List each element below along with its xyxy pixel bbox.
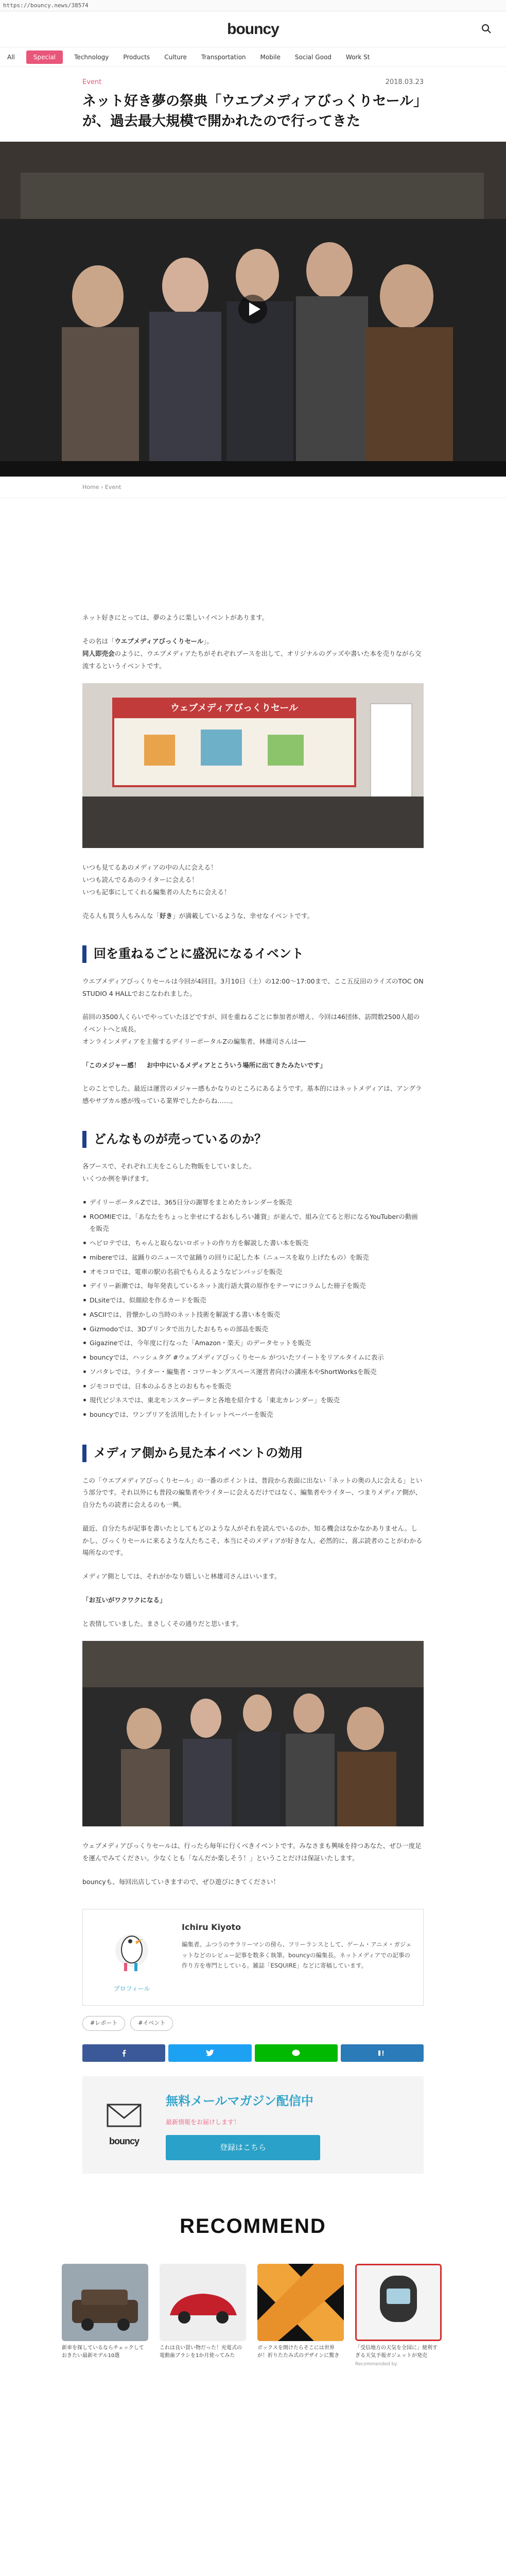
- list-item: デイリー新潮では、毎年発表しているネット流行語大賞の原作をテーマにコラムした冊子を販売: [82, 1280, 424, 1292]
- paragraph: bouncyも、毎回出店していきますので、ぜひ遊びにきてください！: [82, 1877, 280, 1886]
- recommend-text: 新車を探しているならチェックしておきたい最新モデル10選: [62, 2345, 144, 2359]
- list-item: Gigazineでは、今年度に行なった「Amazon・楽天」のデータセットを販売: [82, 1337, 424, 1349]
- recommend-thumbnail: [160, 2264, 246, 2341]
- paragraph: いつも見てるあのメディアの中の人に会える！ いつも読んでるあのライターに会える！ いつも記事にしてくれる編集者の人たちに会える！: [82, 863, 231, 896]
- recommend-thumbnail: [62, 2264, 148, 2341]
- list-item: Gizmodoでは、3Dプリンタで出力したおもちゃの部品を販売: [82, 1323, 424, 1335]
- nav-item-work-style[interactable]: Work St: [345, 53, 370, 61]
- list-item: ヘビロテでは、ちゃんと取らないロボットの作り方を解説した書い本を販売: [82, 1237, 424, 1249]
- article-title: ネット好き夢の祭典「ウエブメディアびっくりセール」が、過去最大規模で開かれたので行ってきた: [82, 93, 421, 130]
- paragraph: この「ウエブメディアびっくりセール」の一番のポイントは、普段から表面に出ない「ネットの奥の人に会える」という部分です。それ以外にも普段の編集者やライターに会えるだけではなく、編集者やライター、つまりメディア側が、自分たちの読者に会えるのも一興。: [82, 1476, 423, 1509]
- address-bar[interactable]: [0, 0, 506, 11]
- newsletter-signup-button[interactable]: 登録はこちら: [166, 2135, 320, 2160]
- nav-item-products[interactable]: Products: [123, 53, 150, 61]
- paragraph: 各ブースで、それぞれ工夫をこらした物販をしていました。 いくつか例を挙げます。: [82, 1162, 256, 1183]
- tag-report[interactable]: #レポート: [82, 2016, 125, 2031]
- red-car-thumbnail: [160, 2264, 246, 2341]
- recommend-card[interactable]: [257, 2264, 344, 2367]
- category-nav: [0, 47, 506, 67]
- paragraph: その名は「ウエブメディアびっくりセール」。 同人即売会のように、ウエブメディアたちがそれぞれブースを出して、オリジナルのグッズや書いた本を売りながら交流するというイベントです。: [82, 637, 422, 670]
- group-photo: [82, 1641, 424, 1826]
- breadcrumb-home[interactable]: Home: [82, 484, 99, 491]
- recommend-text: 「受信地方の天気を全国に」便利すぎる天気予報ガジェットが発売: [355, 2345, 438, 2359]
- url-text: https://bouncy.news/38574: [3, 2, 89, 9]
- paragraph: 前回の3500人くらいでやっていたほどですが、回を重ねるごとに参加者が増え、今回は46団体、訪問数2500人超のイベントへと成長。 オンラインメディアを主催するデイリーポータルZの編集者、林雄司さんは──: [82, 1013, 420, 1045]
- event-name: ウエブメディアびっくりセール: [114, 637, 204, 646]
- breadcrumb-separator: ›: [100, 484, 105, 491]
- quote: 「お互いがワクワクになる」: [82, 1596, 166, 1604]
- recommend-text: これは良い買い物だった！充電式の電動歯ブラシを1か月使ってみた: [160, 2345, 242, 2359]
- nav-item-special[interactable]: Special: [26, 50, 63, 64]
- author-name: Ichiru Kiyoto: [182, 1922, 241, 1932]
- nav-item-all[interactable]: All: [7, 53, 15, 61]
- twitter-icon: [206, 2049, 214, 2057]
- mail-icon: [106, 2099, 142, 2128]
- paragraph: [82, 1594, 424, 1606]
- recommend-section: [62, 2215, 444, 2367]
- list-item: ASCIIでは、昔懐かしの当時のネット技術を解説する書い本を販売: [82, 1309, 424, 1321]
- search-icon[interactable]: [481, 24, 492, 34]
- play-icon[interactable]: [237, 294, 268, 325]
- share-buttons: [82, 2044, 424, 2062]
- facebook-icon: [120, 2049, 128, 2057]
- tag-list: [82, 2016, 424, 2031]
- line-icon: [292, 2049, 300, 2057]
- recommend-text: ボックスを開けたらそこには世界が！折りたたみ式のデザインに驚き: [257, 2345, 340, 2359]
- breadcrumb: [0, 477, 506, 498]
- group-photo-illustration: [82, 1641, 424, 1826]
- list-item: bouncyでは、ハッシュタグ #ウェブメディアびっくりセール がついたツイートをリアルタイムに表示: [82, 1351, 424, 1364]
- newsletter-logo: bouncy: [109, 2136, 139, 2147]
- author-description: 編集者。ふつうのサラリーマンの傍ら、フリーランスとして、ゲーム・アニメ・ガジェットなどのレビュー記事を数多く執筆。bouncyの編集長。ネットメディアでの記事の作り方を専門としている。雑誌「ESQUIRE」などに寄稿しています。: [182, 1940, 412, 1970]
- paragraph: [82, 1059, 424, 1072]
- paragraph: メディア側としては、それがかなり嬉しいと林雄司さんはいいます。: [82, 1572, 281, 1581]
- author-avatar: [103, 1920, 160, 1976]
- article-body: [82, 498, 424, 2174]
- hatena-share-button[interactable]: [341, 2044, 424, 2062]
- list-item: デイリーポータルZでは、365日分の謝罪をまとめたカレンダーを販売: [82, 1196, 424, 1209]
- newsletter-box: [82, 2076, 424, 2174]
- nav-item-culture[interactable]: Culture: [164, 53, 187, 61]
- venue-banner-photo: [82, 683, 424, 848]
- recommend-thumbnail: [355, 2264, 442, 2341]
- banner-text: ウェブメディアびっくりセール: [170, 703, 299, 714]
- twitter-share-button[interactable]: [168, 2044, 251, 2062]
- device-thumbnail: [357, 2265, 440, 2340]
- section-heading: メディア側から見た本イベントの効用: [82, 1445, 424, 1462]
- facebook-share-button[interactable]: [82, 2044, 165, 2062]
- paragraph: ネット好きにとっては、夢のように楽しいイベントがあります。: [82, 614, 269, 622]
- paragraph: 最近、自分たちが記事を書いたとしてもどのような人がそれを読んでいるのか、知る機会はなかなかありません。しかし、びっくりセールに来るような人たちこそ、本当にそのメディアが好きな人、必然的に、喜ぶ読者のことがわかる場所なのです。: [82, 1524, 423, 1557]
- paragraph: ウェブメディアびっくりセールは、行ったら毎年に行くべきイベントです。みなさまも興味を持つあなた、ぜひ一度足を運んでみてください。少なくとも「なんだか楽しそう！」ということだけは保証いたします。: [82, 1842, 422, 1862]
- box-thumbnail: [257, 2264, 344, 2341]
- recommend-credit: Recommended by: [355, 2361, 397, 2367]
- recommend-card[interactable]: [160, 2264, 246, 2367]
- product-list: [82, 1196, 424, 1421]
- section-heading: 回を重ねるごとに盛況になるイベント: [82, 945, 424, 963]
- profile-link[interactable]: プロフィール: [113, 1985, 150, 1993]
- quote: 「このメジャー感！ お中中にいるメディアとこういう場所に出てきたみたいです」: [82, 1061, 326, 1069]
- hero-video[interactable]: [0, 142, 506, 477]
- list-item: mibereでは、盆踊りのニュースで盆踊りの回りに記した本（ニュースを取り上げたもの）を販売: [82, 1251, 424, 1264]
- line-share-button[interactable]: [255, 2044, 338, 2062]
- emphasis: 好き: [160, 911, 173, 920]
- nav-item-mobile[interactable]: Mobile: [260, 53, 281, 61]
- nav-item-technology[interactable]: Technology: [74, 53, 109, 61]
- author-profile: [82, 1909, 424, 2006]
- newsletter-title: 無料メールマガジン配信中: [166, 2094, 313, 2108]
- site-logo[interactable]: bouncy: [227, 20, 279, 38]
- paragraph: と表情していました。まさしくその通りだと思います。: [82, 1619, 243, 1628]
- recommend-thumbnail: [257, 2264, 344, 2341]
- paragraph: ウエブメディアびっくりセールは今回が4回目。3月10日（土）の12:00〜17:00まで、ここ五反田のライズのTOC ON STUDIO 4 HALLでおこなわれました。: [82, 977, 424, 997]
- emphasis: 同人即売会: [82, 649, 115, 657]
- recommend-title: RECOMMEND: [180, 2214, 326, 2238]
- hatena-icon: [378, 2049, 386, 2057]
- list-item: bouncyでは、ワンプリアを活用したトイレットペーパーを販売: [82, 1409, 424, 1421]
- nav-item-transportation[interactable]: Transportation: [201, 53, 246, 61]
- pickup-section: [0, 2367, 506, 2576]
- list-item: DLsiteでは、似顔絵を作るカードを販売: [82, 1294, 424, 1307]
- recommend-card[interactable]: [62, 2264, 148, 2367]
- newsletter-subtitle: 最新情報をお届けします！: [166, 2118, 240, 2126]
- article-category[interactable]: Event: [82, 78, 102, 86]
- list-item: 現代ビジネスでは、東北モンスターデータと各地を紹介する「東北カレンダー」を販売: [82, 1394, 424, 1406]
- nav-item-social-good[interactable]: Social Good: [294, 53, 331, 61]
- tag-event[interactable]: #イベント: [130, 2016, 173, 2031]
- article-header: [0, 67, 506, 142]
- recommend-card[interactable]: [355, 2264, 442, 2367]
- car-thumbnail: [62, 2264, 148, 2341]
- paragraph: 売る人も買う人もみんな「好き」が満載しているような、幸せなイベントです。: [82, 911, 314, 920]
- section-heading: どんなものが売っているのか？: [82, 1131, 424, 1148]
- site-header: [0, 11, 506, 47]
- breadcrumb-event[interactable]: Event: [104, 484, 121, 491]
- list-item: ソバタレでは、ライター・編集者・コワーキングスペース運営者向けの講座本やShortWorksを販売: [82, 1366, 424, 1378]
- article-date: 2018.03.23: [385, 78, 424, 86]
- paragraph: とのことでした。最近は運営のメジャー感もかなりのところにあるようです。基本的にはネットメディアは、アングラ感やサブカル感が残っている業界でしたからね……。: [82, 1084, 422, 1105]
- list-item: ジモコロでは、日本のふるさとのおもちゃを販売: [82, 1380, 424, 1393]
- list-item: ROOMIEでは、「あなたをちょっと幸せにするおもしろい雑貨」が並んで、組み立てると形になるYouTuberの動画を販売: [82, 1211, 424, 1235]
- list-item: オモコロでは、電車の駅の名前でもらえるようなピンバッジを販売: [82, 1266, 424, 1278]
